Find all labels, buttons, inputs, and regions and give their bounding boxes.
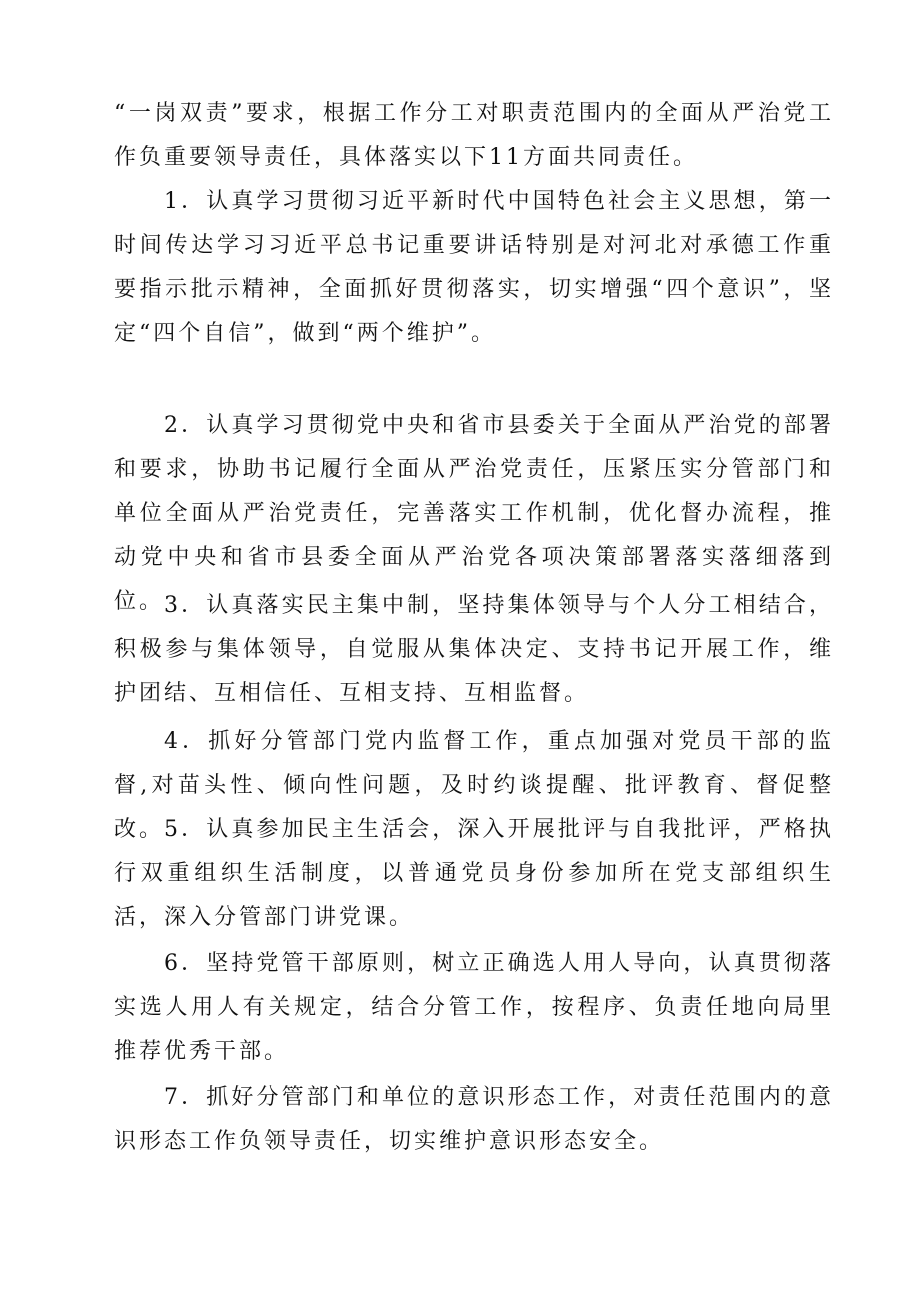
paragraph-item-2: 2．认真学习贯彻党中央和省市县委关于全面从严治党的部署和要求，协助书记履行全面从严治党责任，压紧压实分管部门和单位全面从严治党责任，完善落实工作机制，优化督办流程，推动党中央和省市县委全面从严治党各项决策部署落实落细落到位。: [114, 413, 834, 614]
paragraph-item-6: 6．坚持党管干部原则，树立正确选人用人导向，认真贯彻落实选人用人有关规定，结合分管工作，按程序、负责任地向局里推荐优秀干部。: [114, 951, 834, 1064]
paragraph-intro: “一岗双责”要求，根据工作分工对职责范围内的全面从严治党工作负重要领导责任，具体落实以下11方面共同责任。: [114, 101, 834, 170]
paragraph-item-1: 1．认真学习贯彻习近平新时代中国特色社会主义思想，第一时间传达学习习近平总书记重要讲话特别是对河北对承德工作重要指示批示精神，全面抓好贯彻落实，切实增强“四个意识”，坚定“四个自信”，做到“两个维护”。: [114, 189, 834, 346]
paragraph-item-3: 3．认真落实民主集中制，坚持集体领导与个人分工相结合，积极参与集体领导，自觉服从集体决定、支持书记开展工作，维护团结、互相信任、互相支持、互相监督。: [114, 593, 834, 706]
paragraph-item-5: 5．认真参加民主生活会，深入开展批评与自我批评，严格执行双重组织生活制度，以普通党员身份参加所在党支部组织生活，深入分管部门讲党课。: [114, 817, 834, 930]
paragraph-item-4: 4．抓好分管部门党内监督工作，重点加强对党员干部的监督,对苗头性、倾向性问题，及时约谈提醒、批评教育、督促整改。: [114, 729, 834, 842]
paragraph-item-7: 7．抓好分管部门和单位的意识形态工作，对责任范围内的意识形态工作负领导责任，切实维护意识形态安全。: [114, 1085, 834, 1154]
